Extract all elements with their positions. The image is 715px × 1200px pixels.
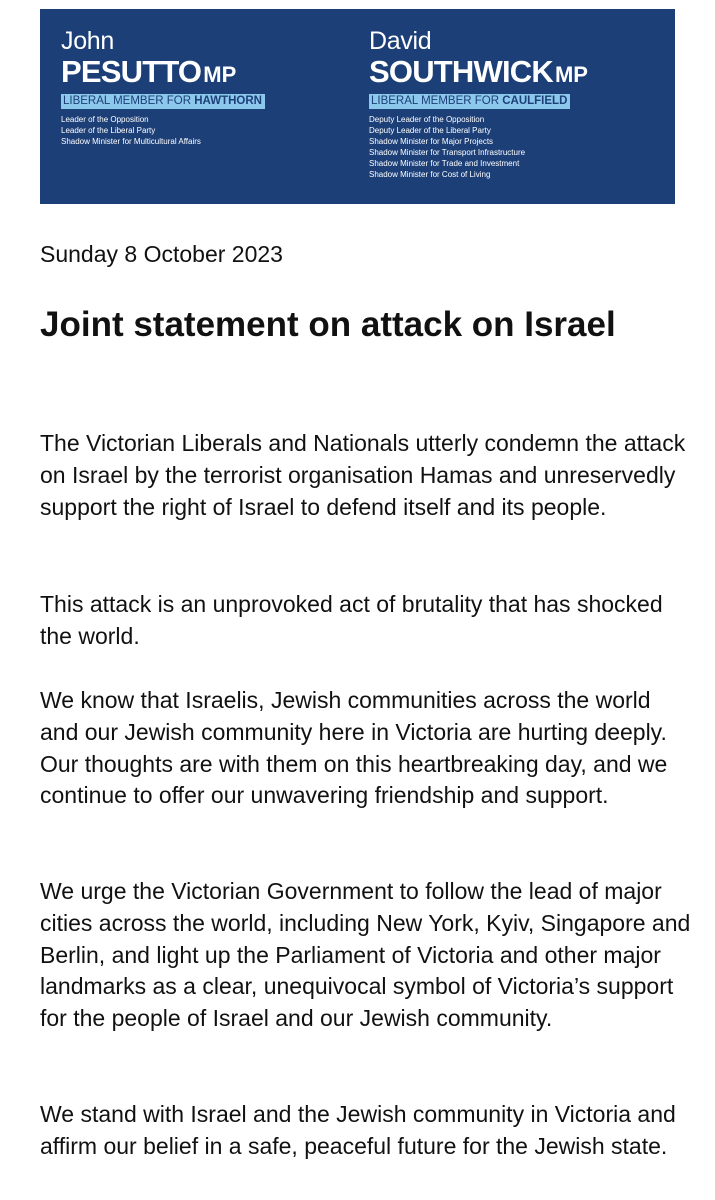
mp-first-name: David (369, 27, 432, 55)
member-for-bar (369, 94, 570, 109)
mp-role: Shadow Minister for Major Projects (369, 137, 494, 146)
statement-title: Joint statement on attack on Israel (40, 305, 616, 344)
statement-paragraph: This attack is an unprovoked act of brutality that has shocked the world. (40, 591, 663, 649)
mp-roles-list (369, 114, 588, 180)
letterhead-banner (40, 9, 675, 204)
member-for-label: LIBERAL MEMBER FOR (63, 95, 195, 107)
member-for-bar (61, 94, 265, 109)
mp-surname: SOUTHWICK (369, 54, 553, 89)
mp-first-name: John (61, 27, 115, 55)
mp-role: Deputy Leader of the Liberal Party (369, 126, 491, 135)
mp-role: Leader of the Opposition (61, 115, 149, 124)
mp-role: Shadow Minister for Trade and Investment (369, 159, 520, 168)
electorate-name: HAWTHORN (194, 95, 262, 107)
mp-roles-list (61, 114, 265, 147)
statement-paragraph: We urge the Victorian Government to follow the lead of major cities across the world, including New York, Kyiv, Singapore and Berlin, and light up the Parliament of Victoria and other major landmarks as a clear, unequivocal symbol of Victoria’s support for the people of Israel and our Jewish community. (40, 878, 691, 1032)
statement-paragraph: We know that Israelis, Jewish communities across the world and our Jewish community here in Victoria are hurting deeply. Our thoughts are with them on this heartbreaking day, and we continue to offer our unwavering friendship and support. (40, 687, 668, 809)
mp-role: Leader of the Liberal Party (61, 126, 156, 135)
mp-pesutto-block (61, 27, 265, 147)
statement-date: Sunday 8 October 2023 (40, 241, 283, 267)
mp-role: Deputy Leader of the Opposition (369, 115, 485, 124)
mp-suffix: MP (203, 62, 237, 87)
mp-suffix: MP (554, 62, 588, 87)
statement-paragraph: We stand with Israel and the Jewish community in Victoria and affirm our belief in a safe, peaceful future for the Jewish state. (40, 1101, 676, 1159)
mp-role: Shadow Minister for Cost of Living (369, 170, 491, 179)
mp-role: Shadow Minister for Multicultural Affairs (61, 137, 201, 146)
member-for-label: LIBERAL MEMBER FOR (371, 95, 503, 107)
mp-role: Shadow Minister for Transport Infrastructure (369, 148, 526, 157)
mp-surname-row (61, 55, 265, 91)
electorate-name: CAULFIELD (502, 95, 568, 107)
mp-surname-row (369, 55, 588, 91)
mp-surname: PESUTTO (61, 54, 202, 89)
mp-southwick-block (369, 27, 588, 180)
statement-paragraph: The Victorian Liberals and Nationals utterly condemn the attack on Israel by the terrorist organisation Hamas and unreservedly support the right of Israel to defend itself and its people. (40, 430, 686, 520)
